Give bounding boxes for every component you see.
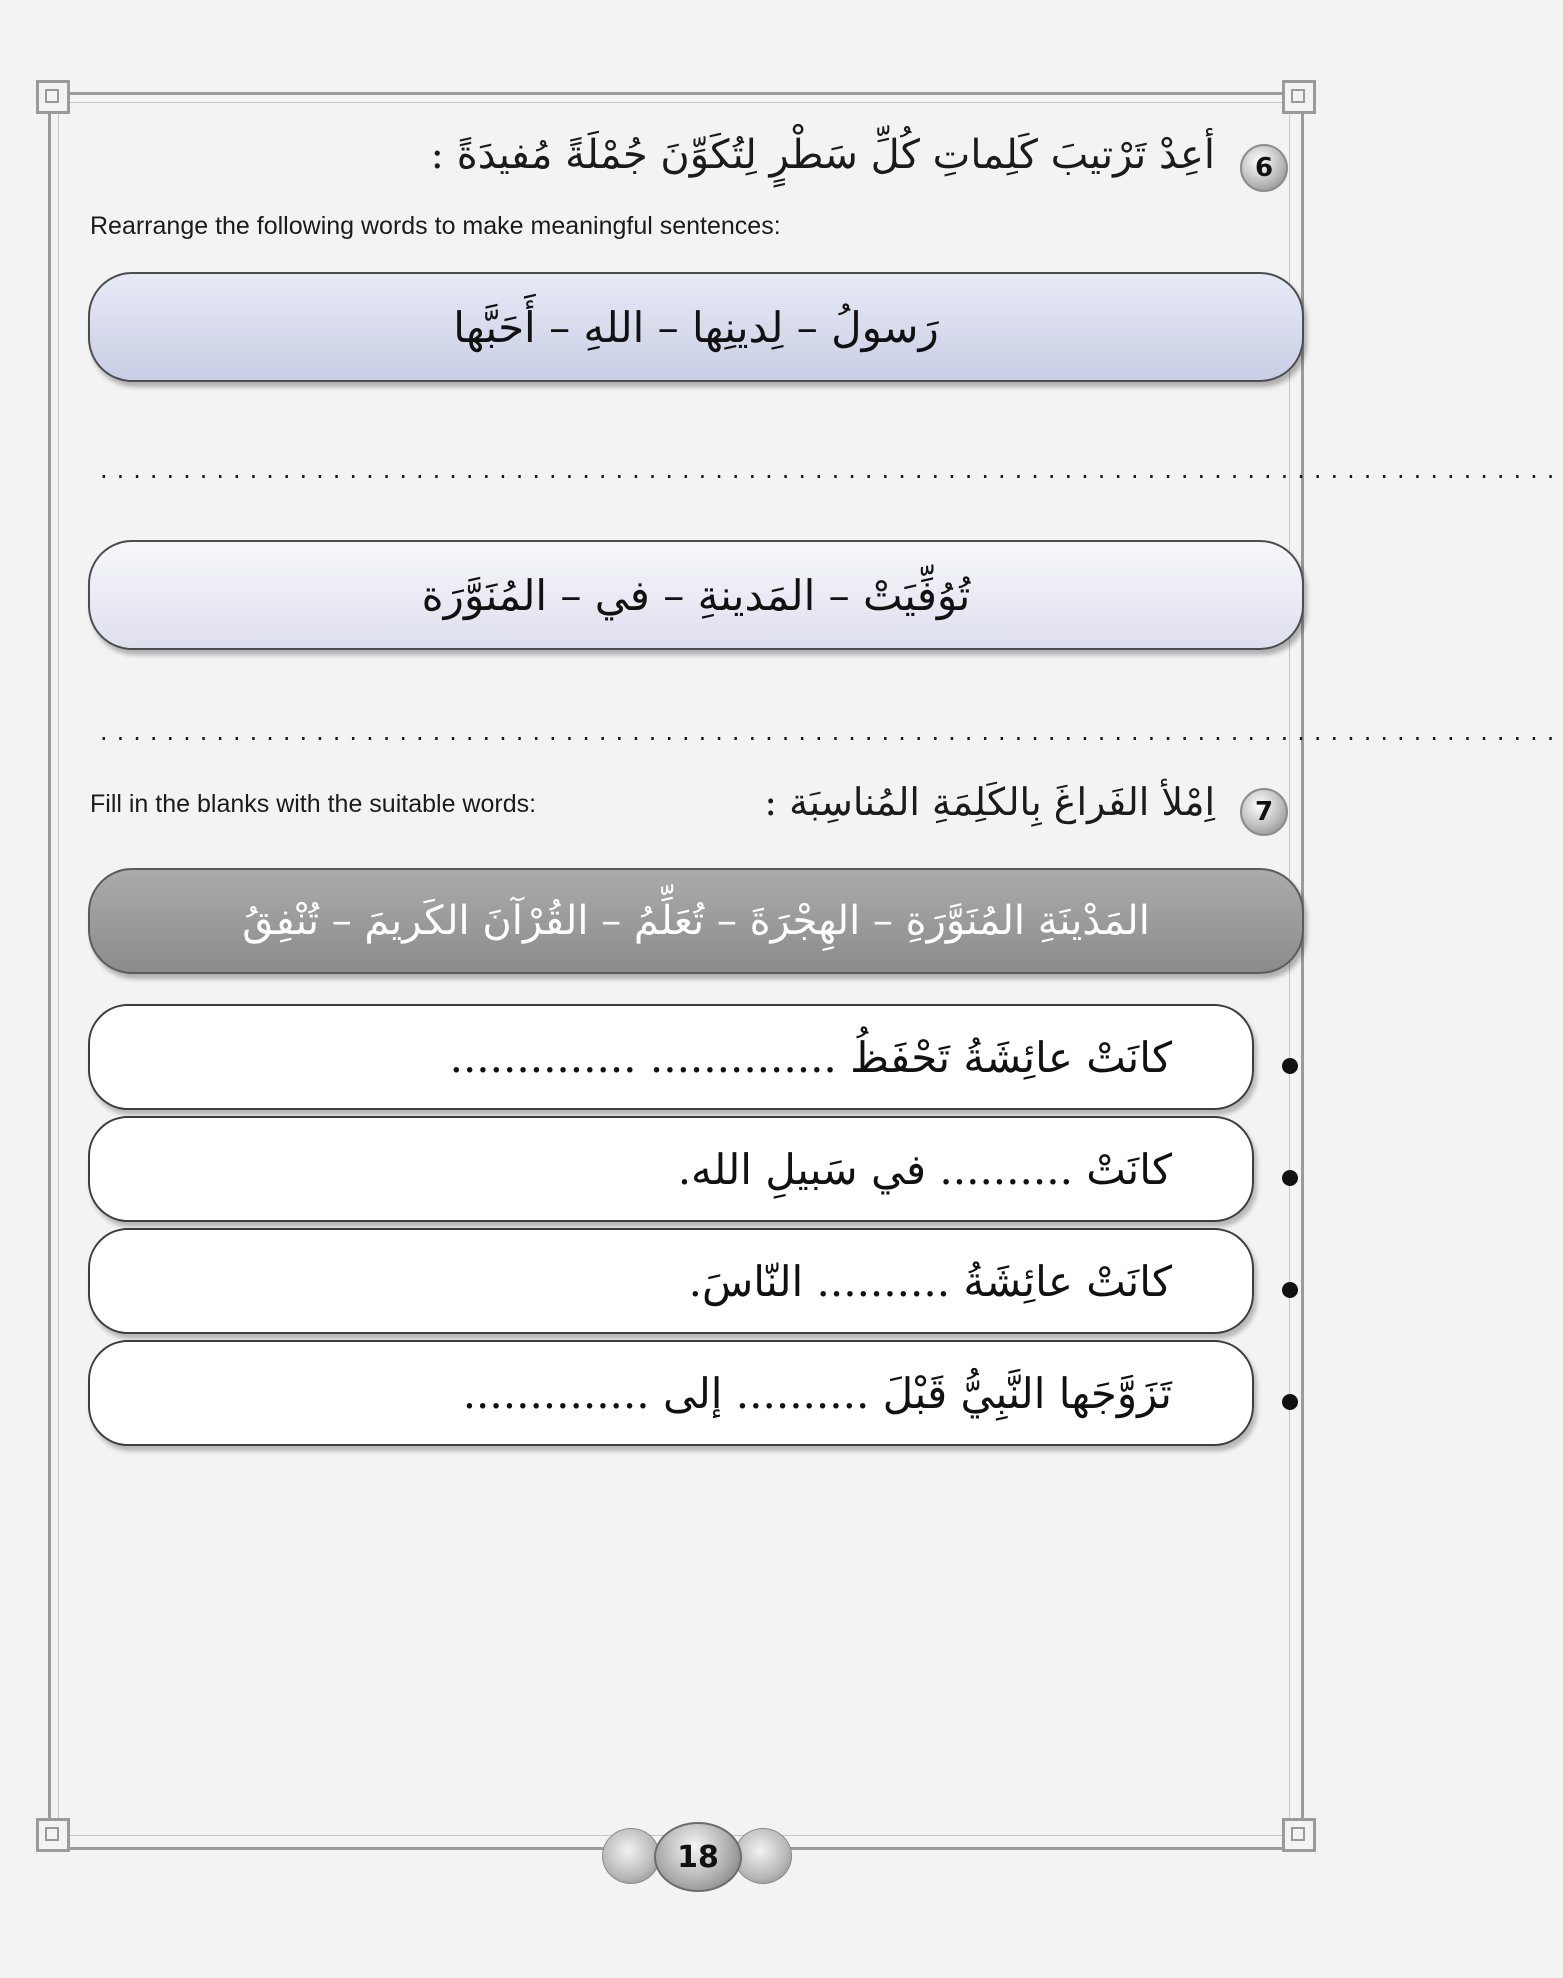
bullet-1 — [1282, 1058, 1298, 1074]
word-bank: المَدْينَةِ المُنَوَّرَةِ – الهِجْرَةَ – تُعَلِّمُ – القُرْآنَ الكَريمَ – تُنْفِقُ — [88, 868, 1304, 974]
bullet-4 — [1282, 1394, 1298, 1410]
section-6-arabic-title: أعِدْ تَرْتيبَ كَلِماتِ كُلِّ سَطْرٍ لِتُكَوِّنَ جُمْلَةً مُفيدَةً : — [430, 132, 1215, 178]
section-7-arabic-title: اِمْلأ الفَراغَ بِالكَلِمَةِ المُناسِبَة : — [764, 780, 1215, 824]
corner-ornament-top-right — [1282, 80, 1316, 114]
fill-sentence-1[interactable]: كانَتْ عائِشَةُ تَحْفَظُ .............. .............. — [88, 1004, 1254, 1110]
section-7-instruction: Fill in the blanks with the suitable words: — [90, 790, 537, 818]
page-number-ornament — [602, 1822, 790, 1888]
bullet-2 — [1282, 1170, 1298, 1186]
fill-sentence-2[interactable]: كانَتْ .......... في سَبيلِ الله. — [88, 1116, 1254, 1222]
section-6-number-badge: 6 — [1240, 144, 1288, 192]
rearrange-item-1: رَسولُ – لِدينِها – اللهِ – أَحَبَّها — [88, 272, 1304, 382]
answer-line-1[interactable]: ........................................................................................ — [100, 456, 1563, 484]
section-6-instruction: Rearrange the following words to make meaningful sentences: — [90, 212, 781, 240]
corner-ornament-bottom-right — [1282, 1818, 1316, 1852]
section-7-number-badge: 7 — [1240, 788, 1288, 836]
answer-line-2[interactable]: ........................................................................................ — [100, 718, 1563, 746]
rearrange-item-2: تُوُفِّيَتْ – المَدينةِ – في – المُنَوَّرَة — [88, 540, 1304, 650]
corner-ornament-top-left — [36, 80, 70, 114]
page-number-left-orb — [602, 1828, 660, 1884]
fill-sentence-3[interactable]: كانَتْ عائِشَةُ .......... النّاسَ. — [88, 1228, 1254, 1334]
page-number: 18 — [654, 1822, 742, 1892]
page-number-right-orb — [734, 1828, 792, 1884]
corner-ornament-bottom-left — [36, 1818, 70, 1852]
fill-sentence-4[interactable]: تَزَوَّجَها النَّبِيُّ قَبْلَ .......... إلى .............. — [88, 1340, 1254, 1446]
bullet-3 — [1282, 1282, 1298, 1298]
